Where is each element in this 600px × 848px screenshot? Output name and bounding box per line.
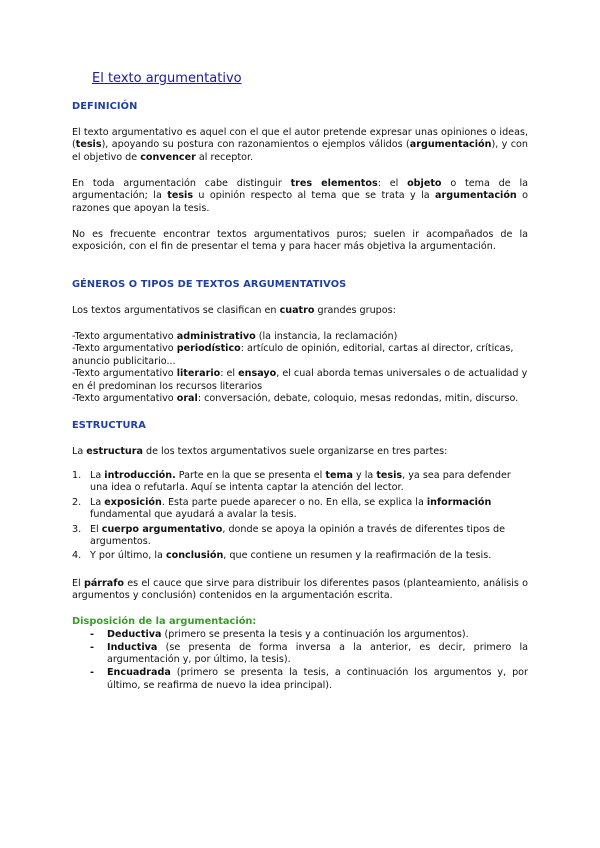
section-heading-definicion: DEFINICIÓN bbox=[72, 101, 138, 112]
list-item: - Inductiva (se presenta de forma inversa a la anterior, es decir, primero la argumentación y, por último, la tesis). bbox=[90, 641, 528, 666]
definicion-paragraph-1: El texto argumentativo es aquel con el que el autor pretende expresar unas opiniones o ideas, (tesis), apoyando su postura con razonamientos o ejemplos válidos (argumentación), y con el objetivo de convencer al receptor. bbox=[72, 127, 528, 163]
estructura-list bbox=[72, 470, 528, 565]
generos-intro: Los textos argumentativos se clasifican en cuatro grandes grupos: bbox=[72, 305, 396, 316]
generos-item-oral: -Texto argumentativo oral: conversación, debate, coloquio, mesas redondas, mitin, discurso. bbox=[72, 393, 519, 405]
generos-item-literario: -Texto argumentativo literario: el ensayo, el cual aborda temas universales o de actualidad y en él predominan los recursos literarios bbox=[72, 368, 528, 392]
section-heading-generos: GÉNEROS O TIPOS DE TEXTOS ARGUMENTATIVOS bbox=[72, 279, 347, 290]
list-item: 4. Y por último, la conclusión, que contiene un resumen y la reafirmación de la tesis. bbox=[72, 550, 492, 562]
list-item: - Deductiva (primero se presenta la tesis y a continuación los argumentos). bbox=[90, 629, 469, 640]
estructura-intro: La estructura de los textos argumentativos suele organizarse en tres partes: bbox=[72, 446, 448, 457]
estructura-parrafo: El párrafo es el cauce que sirve para distribuir los diferentes pasos (planteamiento, análisis o argumentos y conclusión) contenidos en la argumentación escrita. bbox=[72, 578, 529, 602]
generos-item-administrativo: -Texto argumentativo administrativo (la instancia, la reclamación) bbox=[72, 331, 398, 342]
page-title: El texto argumentativo bbox=[92, 71, 242, 86]
generos-list bbox=[72, 331, 528, 405]
list-item: 2. La exposición. Esta parte puede aparecer o no. En ella, se explica la información fundamental que ayudará a avalar la tesis. bbox=[72, 496, 492, 521]
disposicion-list bbox=[90, 629, 528, 693]
section-heading-estructura: ESTRUCTURA bbox=[72, 420, 146, 431]
section-heading-disposicion: Disposición de la argumentación: bbox=[72, 616, 257, 627]
definicion-paragraph-2: En toda argumentación cabe distinguir tres elementos: el objeto o tema de la argumentación; la tesis u opinión respecto al tema que se trata y la argumentación o razones que apoyan la tesis. bbox=[72, 178, 529, 214]
generos-item-periodistico: -Texto argumentativo periodístico: artículo de opinión, editorial, cartas al director, críticas, anuncio publicitario... bbox=[72, 343, 514, 367]
list-item: 3. El cuerpo argumentativo, donde se apoya la opinión a través de diferentes tipos de argumentos. bbox=[72, 523, 505, 548]
definicion-paragraph-3: No es frecuente encontrar textos argumentativos puros; suelen ir acompañados de la exposición, con el fin de presentar el tema y para hacer más objetiva la argumentación. bbox=[72, 229, 528, 253]
list-item: - Encuadrada (primero se presenta la tesis, a continuación los argumentos y, por último, se reafirma de nuevo la idea principal). bbox=[90, 667, 528, 691]
list-item: 1. La introducción. Parte en la que se presenta el tema y la tesis, ya sea para defender una idea o refutarla. Aquí se intenta captar la atención del lector. bbox=[72, 470, 511, 494]
